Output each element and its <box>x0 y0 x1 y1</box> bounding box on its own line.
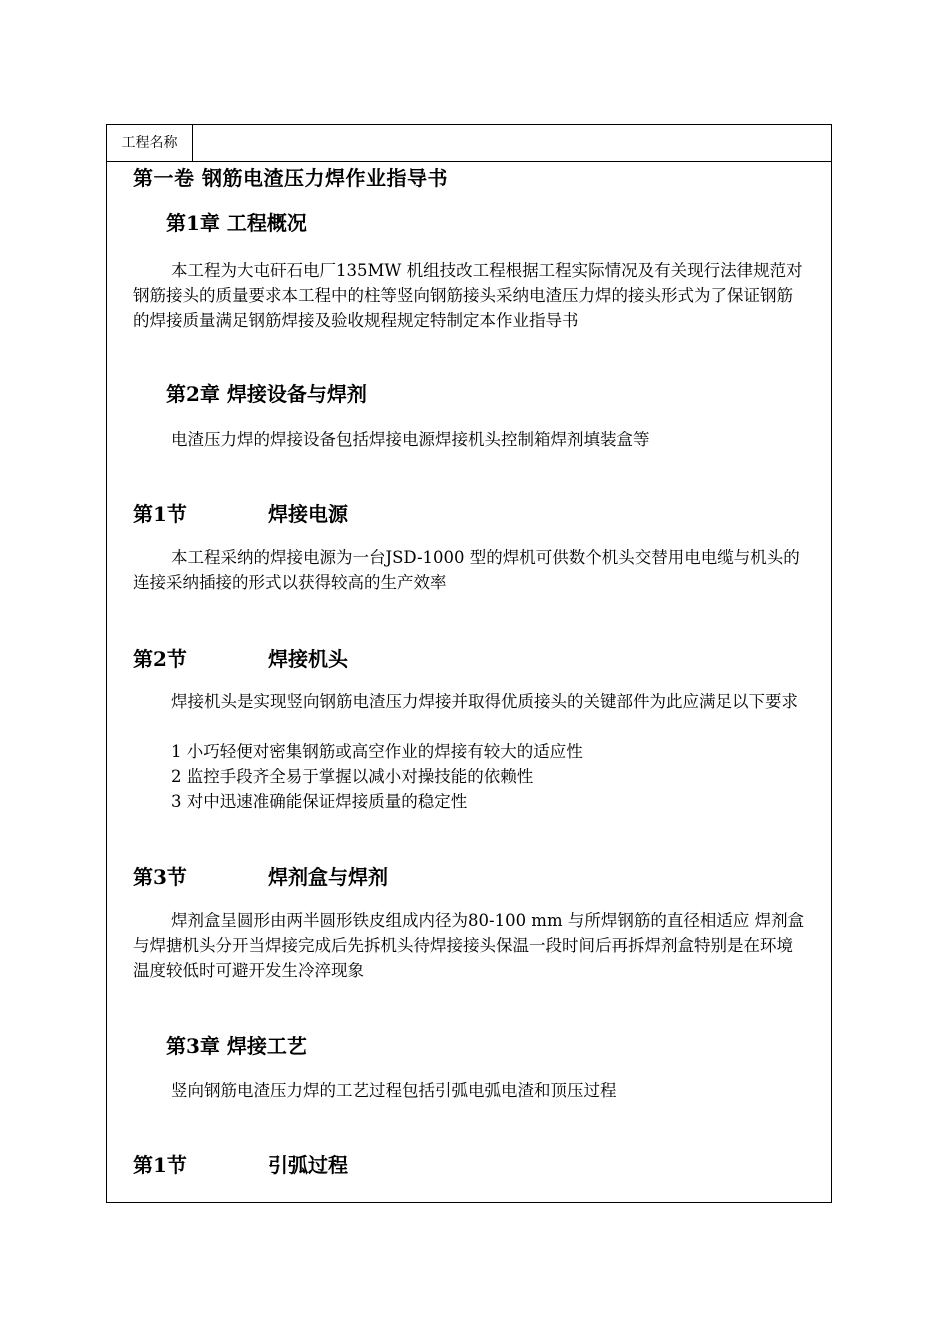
list-item: 3 对中迅速准确能保证焊接质量的稳定性 <box>171 792 468 811</box>
section-1-name: 焊接电源 <box>268 502 348 526</box>
section-1-name: 引弧过程 <box>268 1153 348 1177</box>
section-3-paragraph: 焊剂盒呈圆形由两半圆形铁皮组成内径为80-100 mm 与所焊钢筋的直径相适应 焊剂盒与焊搪机头分开当焊接完成后先拆机头待焊接接头保温一段时间后再拆焊剂盒特别是在环境温度较低时可避开发生冷淬现象 <box>133 911 805 980</box>
document-frame <box>106 124 832 1203</box>
chapter-2-title: 第2章 焊接设备与焊剂 <box>166 382 367 406</box>
list-item: 2 监控手段齐全易于掌握以减小对操技能的依赖性 <box>171 767 534 786</box>
chapter-1-title: 第1章 工程概况 <box>166 211 307 235</box>
section-2-name: 焊接机头 <box>268 647 348 671</box>
section-1-paragraph: 本工程采纳的焊接电源为一台JSD-1000 型的焊机可供数个机头交替用电电缆与机头的连接采纳插接的形式以获得较高的生产效率 <box>133 548 800 592</box>
volume-title: 第一卷 钢筋电渣压力焊作业指导书 <box>133 166 448 190</box>
section-3-number: 第3节 <box>133 865 187 889</box>
header-row <box>107 125 831 162</box>
chapter-3-title: 第3章 焊接工艺 <box>166 1034 307 1058</box>
section-1-number: 第1节 <box>133 502 187 526</box>
project-name-label: 工程名称 <box>107 125 193 161</box>
section-1-number: 第1节 <box>133 1153 187 1177</box>
document-body <box>107 162 831 1202</box>
chapter-3-paragraph: 竖向钢筋电渣压力焊的工艺过程包括引弧电弧电渣和顶压过程 <box>171 1081 617 1100</box>
section-3-name: 焊剂盒与焊剂 <box>268 865 388 889</box>
project-name-value <box>194 125 831 161</box>
chapter-1-paragraph: 本工程为大屯矸石电厂135MW 机组技改工程根据工程实际情况及有关现行法律规范对钢筋接头的质量要求本工程中的柱等竖向钢筋接头采纳电渣压力焊的接头形式为了保证钢筋的焊接质量满足钢筋焊接及验收规程规定特制定本作业指导书 <box>133 261 803 330</box>
list-item: 1 小巧轻便对密集钢筋或高空作业的焊接有较大的适应性 <box>171 742 583 761</box>
section-2-paragraph: 焊接机头是实现竖向钢筋电渣压力焊接并取得优质接头的关键部件为此应满足以下要求 <box>171 692 798 711</box>
chapter-2-paragraph: 电渣压力焊的焊接设备包括焊接电源焊接机头控制箱焊剂填装盒等 <box>171 430 650 449</box>
section-2-number: 第2节 <box>133 647 187 671</box>
